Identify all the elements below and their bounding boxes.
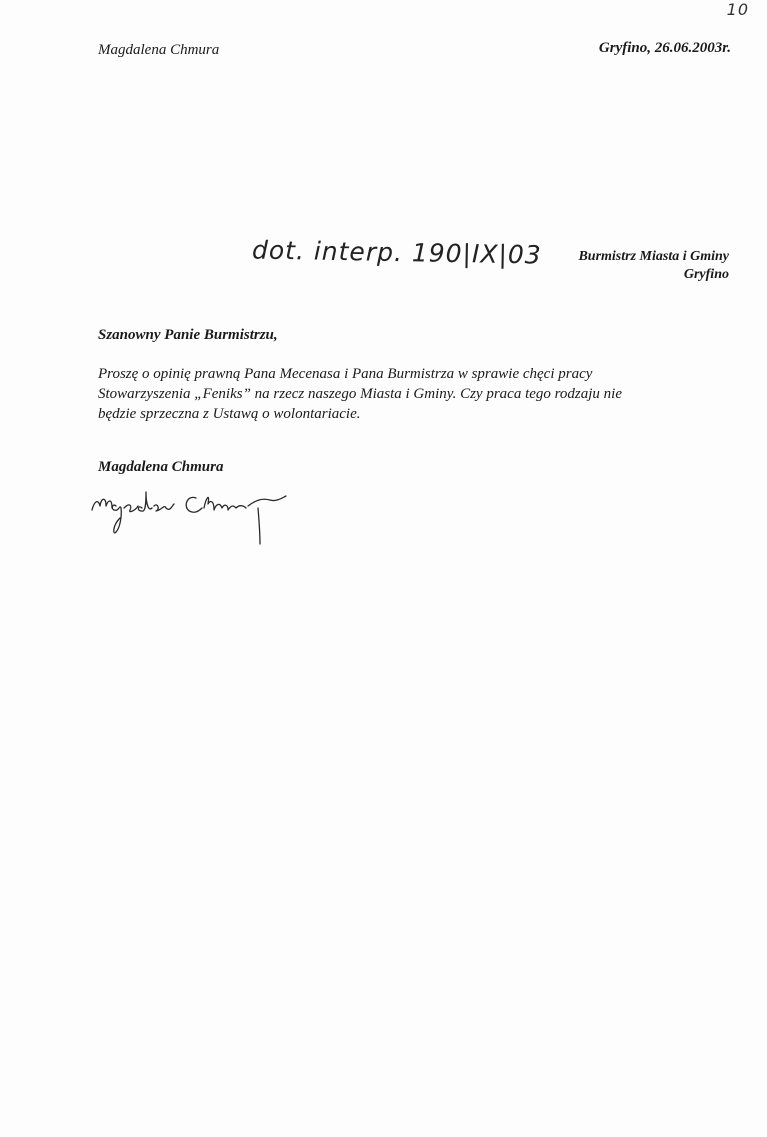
letter-body bbox=[98, 364, 698, 424]
handwritten-signature bbox=[86, 484, 306, 548]
recipient-title: Burmistrz Miasta i Gminy bbox=[578, 249, 729, 264]
recipient-city: Gryfino bbox=[683, 267, 729, 282]
place-and-date: Gryfino, 26.06.2003r. bbox=[598, 40, 731, 56]
sender-name: Magdalena Chmura bbox=[98, 42, 220, 58]
closing-name: Magdalena Chmura bbox=[98, 459, 224, 475]
recipient-block bbox=[578, 248, 729, 284]
body-line: będzie sprzeczna z Ustawą o wolontariacie. bbox=[98, 406, 361, 422]
body-line: Stowarzyszenia „Feniks” na rzecz naszego Miasta i Gminy. Czy praca tego rodzaju nie bbox=[98, 386, 623, 402]
salutation: Szanowny Panie Burmistrzu, bbox=[98, 327, 278, 343]
page-number: 10 bbox=[726, 0, 749, 19]
handwritten-reference-note: dot. interp. 190|IX|03 bbox=[251, 235, 542, 270]
body-line: Proszę o opinię prawną Pana Mecenasa i Pana Burmistrza w sprawie chęci pracy bbox=[98, 366, 593, 382]
